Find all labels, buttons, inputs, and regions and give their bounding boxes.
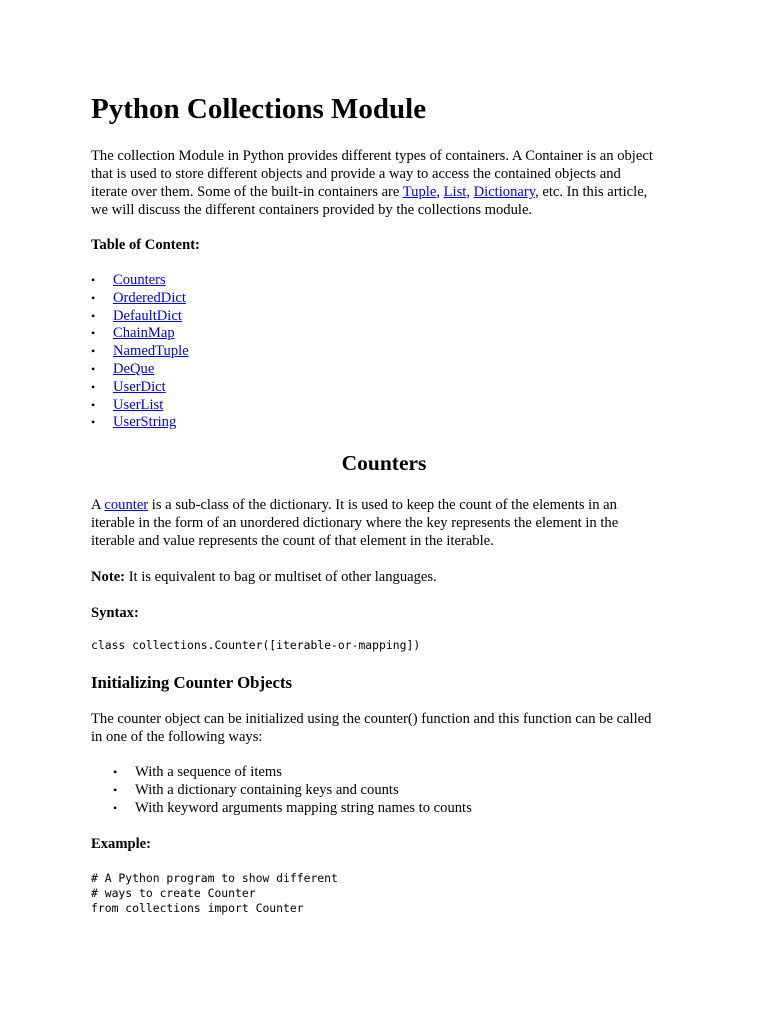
list-item (113, 800, 472, 818)
code-line: from collections import Counter (91, 901, 304, 915)
counters-heading: Counters (341, 451, 427, 475)
intro-separator-2: , (466, 184, 474, 200)
bullet-icon: • (91, 397, 96, 412)
toc-item-deque (91, 361, 189, 379)
toc-item-userstring (91, 414, 189, 432)
counter-desc-line-3: iterable and value represents the count of that element in the iterable. (91, 533, 494, 549)
bullet-icon: • (91, 273, 96, 287)
toc-item-counters (91, 272, 189, 290)
initializing-heading: Initializing Counter Objects (91, 673, 293, 692)
list-item (113, 782, 472, 800)
list-item-text: With a dictionary containing keys and counts (135, 781, 399, 798)
toc-item-chainmap (91, 325, 189, 343)
tuple-link[interactable]: Tuple (402, 184, 437, 200)
code-line: # ways to create Counter (91, 886, 256, 900)
toc-item-defaultdict (91, 308, 189, 326)
toc-link-ordereddict[interactable]: OrderedDict (113, 289, 186, 306)
dictionary-link[interactable]: Dictionary (473, 184, 536, 200)
bullet-icon: • (91, 308, 96, 323)
intro-line-3-end: , etc. In this article, (535, 184, 648, 200)
example-code-block (91, 871, 338, 916)
counter-desc-line-1: is a sub-class of the dictionary. It is used to keep the count of the elements in an (148, 497, 617, 513)
counter-desc-start: A (91, 497, 105, 513)
initialization-methods-list (113, 764, 472, 817)
toc-item-namedtuple (91, 343, 189, 361)
toc-item-userdict (91, 379, 189, 397)
toc-link-userdict[interactable]: UserDict (113, 378, 166, 395)
table-of-contents (91, 272, 189, 432)
page-title: Python Collections Module (91, 93, 427, 125)
toc-link-defaultdict[interactable]: DefaultDict (113, 307, 182, 324)
bullet-icon: • (91, 415, 96, 430)
intro-paragraph (91, 147, 653, 219)
note-label: Note: (91, 569, 126, 585)
toc-link-chainmap[interactable]: ChainMap (113, 325, 175, 342)
toc-item-userlist (91, 397, 189, 415)
list-item (113, 764, 472, 782)
initializing-description (91, 710, 651, 746)
bullet-icon: • (113, 800, 118, 815)
syntax-label: Syntax: (91, 605, 139, 621)
bullet-icon: • (91, 344, 96, 359)
init-desc-line-2: in one of the following ways: (91, 729, 263, 745)
toc-link-userlist[interactable]: UserList (113, 396, 164, 413)
code-line: # A Python program to show different (91, 871, 338, 885)
note-paragraph (91, 568, 437, 586)
counter-desc-line-2: iterable in the form of an unordered dictionary where the key represents the element in the (91, 515, 619, 531)
bullet-icon: • (91, 290, 96, 305)
toc-link-namedtuple[interactable]: NamedTuple (113, 343, 189, 360)
example-label: Example: (91, 836, 151, 852)
list-item-text: With keyword arguments mapping string names to counts (135, 799, 472, 816)
bullet-icon: • (91, 326, 96, 341)
intro-line-4: we will discuss the different containers provided by the collections module. (91, 202, 533, 218)
toc-item-ordereddict (91, 290, 189, 308)
note-text: It is equivalent to bag or multiset of other languages. (125, 569, 437, 585)
bullet-icon: • (91, 361, 96, 376)
bullet-icon: • (113, 782, 118, 797)
syntax-code-block: class collections.Counter([iterable-or-mapping]) (91, 638, 421, 652)
toc-link-counters[interactable]: Counters (113, 272, 166, 288)
list-item-text: With a sequence of items (135, 764, 282, 780)
intro-line-2: that is used to store different objects and provide a way to access the contained objects and (91, 166, 621, 182)
init-desc-line-1: The counter object can be initialized using the counter() function and this function can be called (91, 711, 652, 727)
intro-line-1: The collection Module in Python provides different types of containers. A Container is an object (91, 148, 653, 164)
bullet-icon: • (113, 765, 118, 779)
counter-link[interactable]: counter (104, 497, 149, 513)
toc-link-deque[interactable]: DeQue (113, 360, 155, 377)
intro-line-3-start: iterate over them. Some of the built-in containers are (91, 184, 403, 200)
list-link[interactable]: List (443, 184, 467, 200)
toc-link-userstring[interactable]: UserString (113, 414, 177, 431)
intro-separator-1: , (436, 184, 444, 200)
toc-heading: Table of Content: (91, 237, 200, 253)
bullet-icon: • (91, 379, 96, 394)
counter-description (91, 496, 618, 550)
